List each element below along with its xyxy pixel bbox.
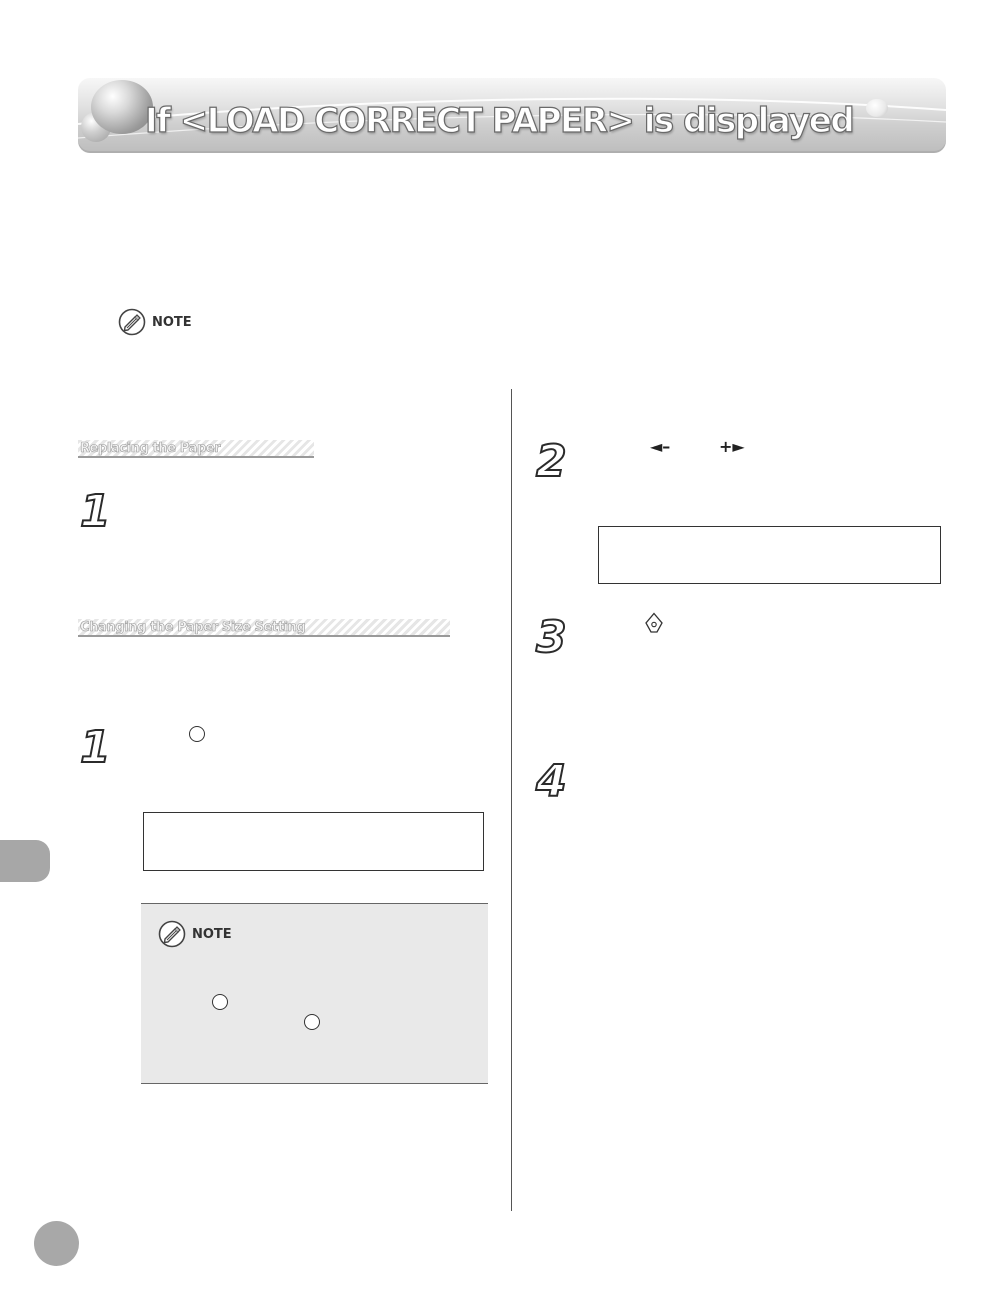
chapter-side-tab	[0, 840, 50, 882]
top-note	[118, 308, 192, 336]
box-note	[158, 920, 232, 948]
column-divider	[511, 389, 512, 1211]
menu-key-icon	[212, 994, 228, 1010]
pencil-note-icon	[158, 920, 186, 948]
note-label: NOTE	[192, 926, 232, 942]
lcd-display-box	[143, 812, 484, 871]
pencil-note-icon	[118, 308, 146, 336]
section-heading-changing-paper-size: Changing the Paper Size Setting	[78, 619, 450, 637]
section-heading-replacing-paper: Replacing the Paper	[78, 440, 314, 458]
step-number: 1	[80, 486, 111, 537]
step-number: 4	[536, 756, 567, 807]
decorative-large-sphere	[91, 80, 153, 134]
plus-right-key-icon: +►	[719, 437, 745, 456]
menu-key-icon	[304, 1014, 320, 1030]
ok-key-icon	[644, 612, 664, 634]
page-number-badge	[34, 1221, 79, 1266]
step-number: 2	[536, 436, 567, 487]
step-number: 3	[536, 612, 567, 663]
lcd-display-box	[598, 526, 941, 584]
menu-key-icon	[189, 726, 205, 742]
step-number: 1	[80, 722, 111, 773]
left-minus-key-icon: ◄–	[650, 437, 671, 456]
page-title: If <LOAD CORRECT PAPER> is displayed	[145, 101, 854, 141]
note-label: NOTE	[152, 314, 192, 330]
decorative-right-sphere	[866, 99, 888, 117]
